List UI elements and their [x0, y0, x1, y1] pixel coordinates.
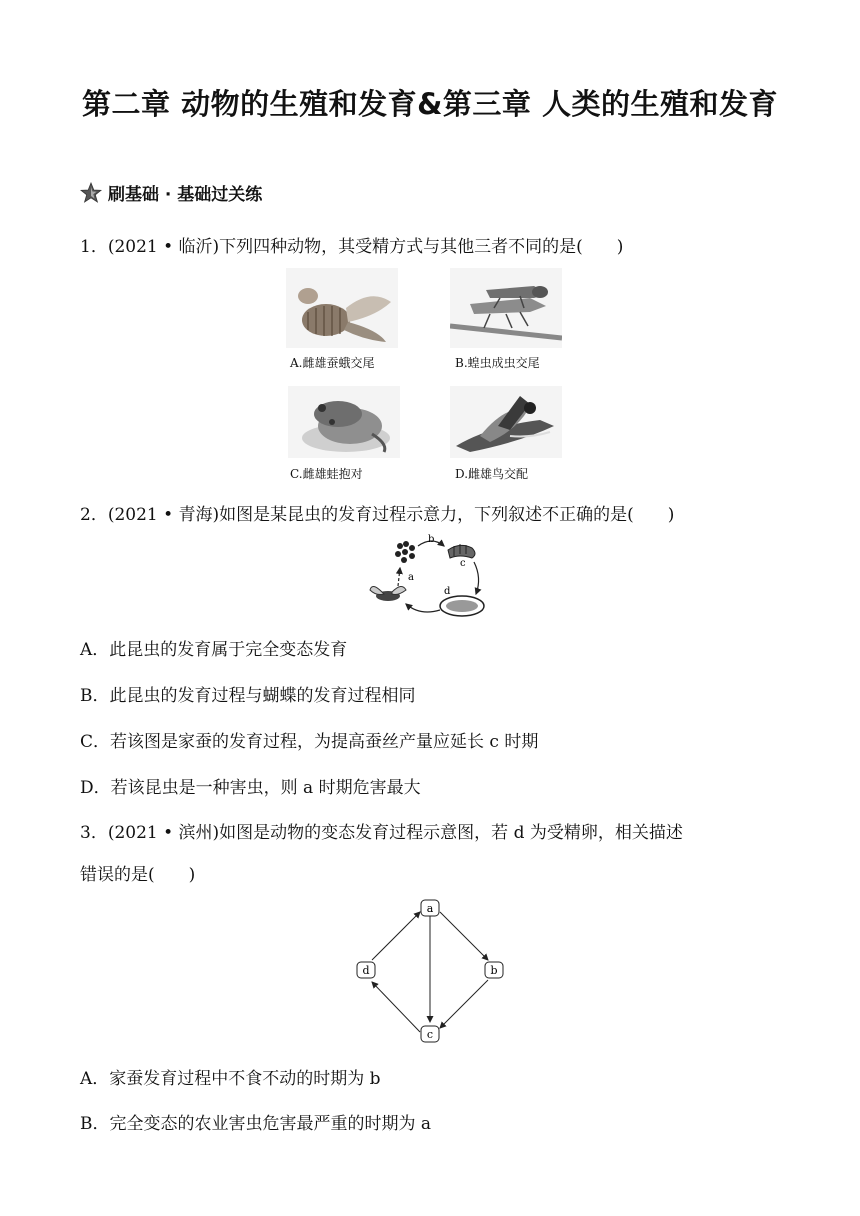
- figure-caption: B.蝗虫成虫交尾: [455, 356, 540, 370]
- q2-option-d: D．若该昆虫是一种害虫，则 a 时期危害最大: [80, 778, 421, 798]
- q3-stem-line2: 错误的是( ): [80, 865, 196, 885]
- node-d: d: [362, 964, 370, 977]
- insect-lifecycle-diagram: [368, 532, 492, 622]
- q1-stem: 1．(2021 • 临沂)下列四种动物，其受精方式与其他三者不同的是( ): [80, 237, 624, 257]
- metamorphosis-diagram: [350, 896, 512, 1046]
- label-a: a: [408, 572, 414, 583]
- node-b: b: [490, 964, 498, 977]
- q2-option-a: A．此昆虫的发育属于完全变态发育: [80, 640, 348, 660]
- locust-image: [450, 268, 562, 348]
- node-c: c: [426, 1028, 434, 1041]
- bird-image: [450, 386, 562, 458]
- q2-option-c: C．若该图是家蚕的发育过程，为提高蚕丝产量应延长 c 时期: [80, 732, 539, 752]
- star-icon: [80, 182, 102, 204]
- frog-image: [288, 386, 400, 458]
- q2-option-b: B．此昆虫的发育过程与蝴蝶的发育过程相同: [80, 686, 416, 706]
- figure-caption: A.雌雄蚕蛾交尾: [290, 356, 375, 370]
- q2-stem: 2．(2021 • 青海)如图是某昆虫的发育过程示意力，下列叙述不正确的是( ): [80, 505, 675, 525]
- q3-option-a: A．家蚕发育过程中不食不动的时期为 b: [80, 1069, 381, 1089]
- section-header: [80, 180, 262, 205]
- label-c: c: [460, 558, 466, 569]
- label-b: b: [428, 534, 435, 545]
- figure-caption: C.雌雄蛙抱对: [290, 467, 363, 481]
- q3-stem-line1: 3．(2021 • 滨州)如图是动物的变态发育过程示意图，若 d 为受精卵，相关描述: [80, 823, 683, 843]
- silkmoth-image: [286, 268, 398, 348]
- node-a: a: [426, 902, 434, 915]
- figure-caption: D.雌雄鸟交配: [455, 467, 529, 481]
- q3-option-b: B．完全变态的农业害虫危害最严重的时期为 a: [80, 1114, 432, 1134]
- label-d: d: [444, 586, 451, 597]
- section-label: 刷基础 · 基础过关练: [108, 185, 263, 205]
- page-title: 第二章 动物的生殖和发育&第三章 人类的生殖和发育: [82, 87, 778, 121]
